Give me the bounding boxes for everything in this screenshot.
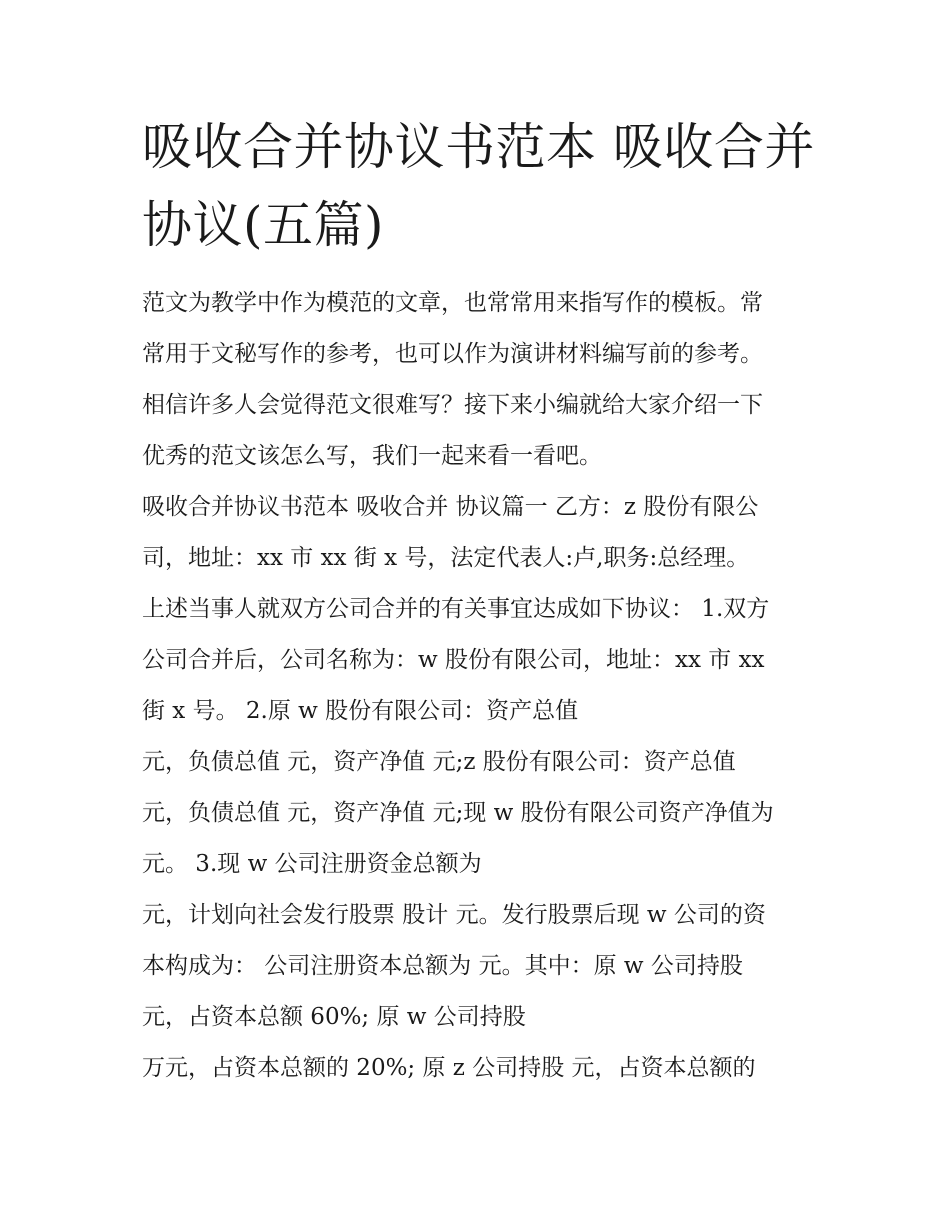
body-line: 万元，占资本总额的 20%; 原 z 公司持股 元，占资本总额的 bbox=[142, 1055, 756, 1081]
body-line: 元，占资本总额 60%; 原 w 公司持股 bbox=[142, 1004, 526, 1030]
body-line: 相信许多人会觉得范文很难写？接下来小编就给大家介绍一下 bbox=[142, 392, 763, 418]
document-body bbox=[142, 278, 812, 1094]
body-line: 元。 3.现 w 公司注册资金总额为 bbox=[142, 851, 482, 877]
title-line: 协议(五篇) bbox=[142, 196, 385, 254]
body-line: 上述当事人就双方公司合并的有关事宜达成如下协议： 1.双方 bbox=[142, 596, 770, 622]
body-line: 范文为教学中作为模范的文章，也常常用来指写作的模板。常 bbox=[142, 290, 763, 316]
body-line: 元，计划向社会发行股票 股计 元。发行股票后现 w 公司的资 bbox=[142, 902, 766, 928]
body-line: 司，地址：xx 市 xx 街 x 号，法定代表人:卢,职务:总经理。 bbox=[142, 545, 750, 571]
body-line: 公司合并后，公司名称为：w 股份有限公司，地址：xx 市 xx bbox=[142, 647, 765, 673]
body-line: 本构成为： 公司注册资本总额为 元。其中：原 w 公司持股 bbox=[142, 953, 743, 979]
body-line: 元，负债总值 元，资产净值 元;z 股份有限公司：资产总值 bbox=[142, 749, 736, 775]
document-title bbox=[142, 108, 815, 264]
body-line: 优秀的范文该怎么写，我们一起来看一看吧。 bbox=[142, 443, 602, 469]
body-line: 常用于文秘写作的参考，也可以作为演讲材料编写前的参考。 bbox=[142, 341, 763, 367]
body-line: 街 x 号。 2.原 w 股份有限公司：资产总值 bbox=[142, 698, 579, 724]
title-line: 吸收合并协议书范本 吸收合并 bbox=[142, 118, 815, 176]
body-line: 元，负债总值 元，资产净值 元;现 w 股份有限公司资产净值为 bbox=[142, 800, 774, 826]
body-line: 吸收合并协议书范本 吸收合并 协议篇一 乙方：z 股份有限公 bbox=[142, 494, 759, 520]
